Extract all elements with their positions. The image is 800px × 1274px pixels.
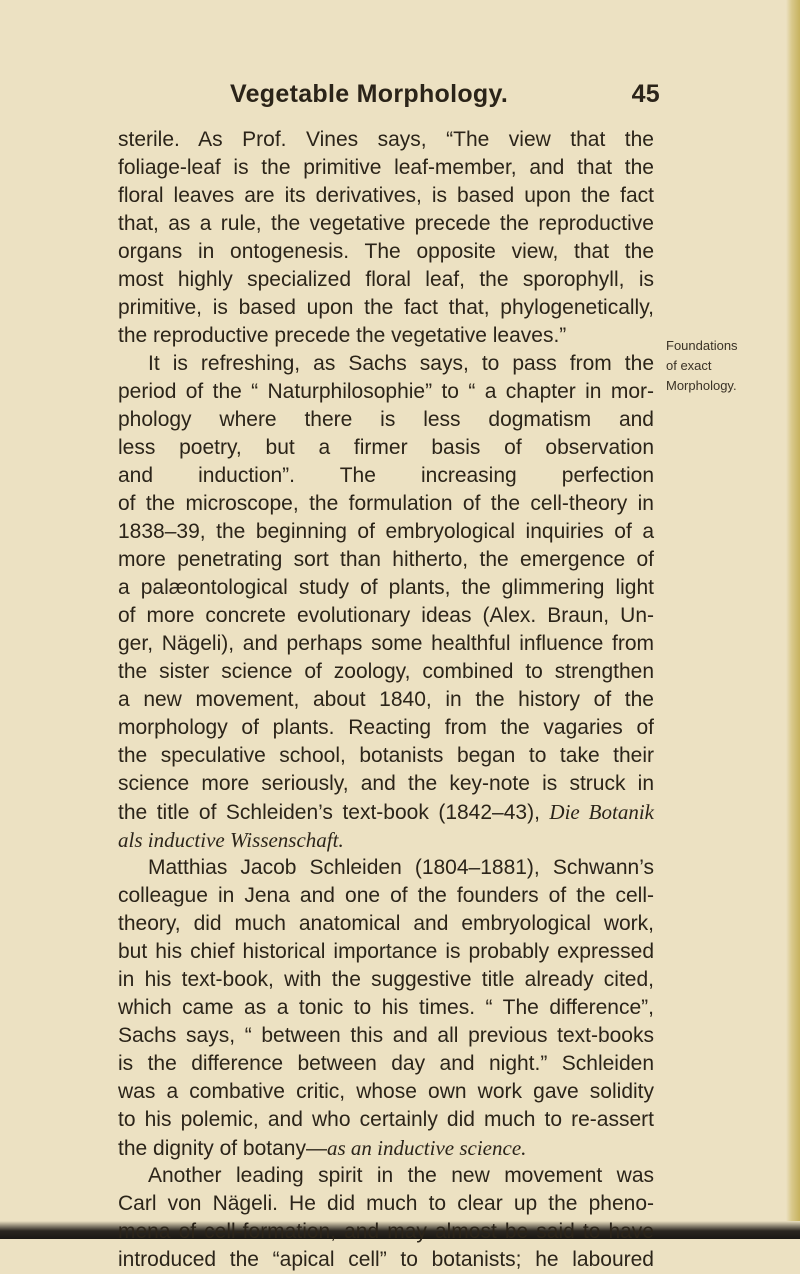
text-line: which came as a tonic to his times. “ The difference”, [118,996,654,1019]
text-line: introduced the “apical cell” to botanists; he laboured [118,1248,654,1271]
text-line: Carl von Nägeli. He did much to clear up the pheno- [118,1192,654,1215]
margin-note [666,336,786,396]
text-line: most highly specialized floral leaf, the sporophyll, is [118,268,654,291]
text-line: the dignity of botany—as an inductive science. [118,1136,527,1160]
text-line: sterile. As Prof. Vines says, “The view that the [118,128,654,151]
text-line: of more concrete evolutionary ideas (Alex. Braun, Un- [118,604,654,627]
text-line: and induction”. The increasing perfection [118,464,654,487]
text-line: floral leaves are its derivatives, is based upon the fact [118,184,654,207]
margin-note-line: of exact [666,358,712,373]
text-line: to his polemic, and who certainly did much to re-assert [118,1108,654,1131]
text-line: less poetry, but a firmer basis of observation [118,436,654,459]
text-line: in his text-book, with the suggestive title already cited, [118,968,654,991]
text-line: the speculative school, botanists began to take their [118,744,654,767]
text-line: is the difference between day and night.” Schleiden [118,1052,654,1075]
text-line: the reproductive precede the vegetative leaves.” [118,324,567,347]
text-line: a palæontological study of plants, the glimmering light [118,576,654,599]
text-line [118,826,654,854]
text-line: phology where there is less dogmatism and [118,408,654,431]
text-line: foliage-leaf is the primitive leaf-member, and that the [118,156,654,179]
text-line: the sister science of zoology, combined to strengthen [118,660,654,683]
text-line: period of the “ Naturphilosophie” to “ a chapter in mor- [118,380,654,403]
text-line: 1838–39, the beginning of embryological inquiries of a [118,520,654,543]
running-header [230,80,660,120]
text-line: but his chief historical importance is probably expressed [118,940,654,963]
text-line: of the microscope, the formulation of the cell-theory in [118,492,654,515]
text-line: was a combative critic, whose own work gave solidity [118,1080,654,1103]
text-line: colleague in Jena and one of the founders of the cell- [118,884,654,907]
text-line: the title of Schleiden’s text-book (1842–43), Die Botanik [118,800,654,824]
margin-note-line: Morphology. [666,378,737,393]
book-title: Die Botanik [549,800,654,824]
page-number: 45 [631,80,660,108]
text-line: mena of cell-formation, and may almost be said to have [118,1220,654,1243]
paragraph-start: Matthias Jacob Schleiden (1804–1881), Schwann’s [148,856,654,879]
body-text [118,126,654,1274]
text-line: organs in ontogenesis. The opposite view, that the [118,240,654,263]
text-line: primitive, is based upon the fact that, phylogenetically, [118,296,654,319]
margin-note-line: Foundations [666,338,738,353]
text-line: science more seriously, and the key-note is struck in [118,772,654,795]
header-title: Vegetable Morphology. [230,80,509,108]
paragraph-start: It is refreshing, as Sachs says, to pass from the [148,352,654,375]
text-line: Sachs says, “ between this and all previous text-books [118,1024,654,1047]
text-line: more penetrating sort than hitherto, the emergence of [118,548,654,571]
text-line: morphology of plants. Reacting from the vagaries of [118,716,654,739]
book-title: als inductive Wissenschaft. [118,828,344,852]
paragraph-start: Another leading spirit in the new movement was [148,1164,654,1187]
text-line: that, as a rule, the vegetative precede the reproductive [118,212,654,235]
text-line: ger, Nägeli), and perhaps some healthful influence from [118,632,654,655]
text-line: theory, did much anatomical and embryological work, [118,912,654,935]
text-line: a new movement, about 1840, in the history of the [118,688,654,711]
page-edge [786,0,800,1239]
emphasis: as an inductive science. [326,1136,527,1160]
